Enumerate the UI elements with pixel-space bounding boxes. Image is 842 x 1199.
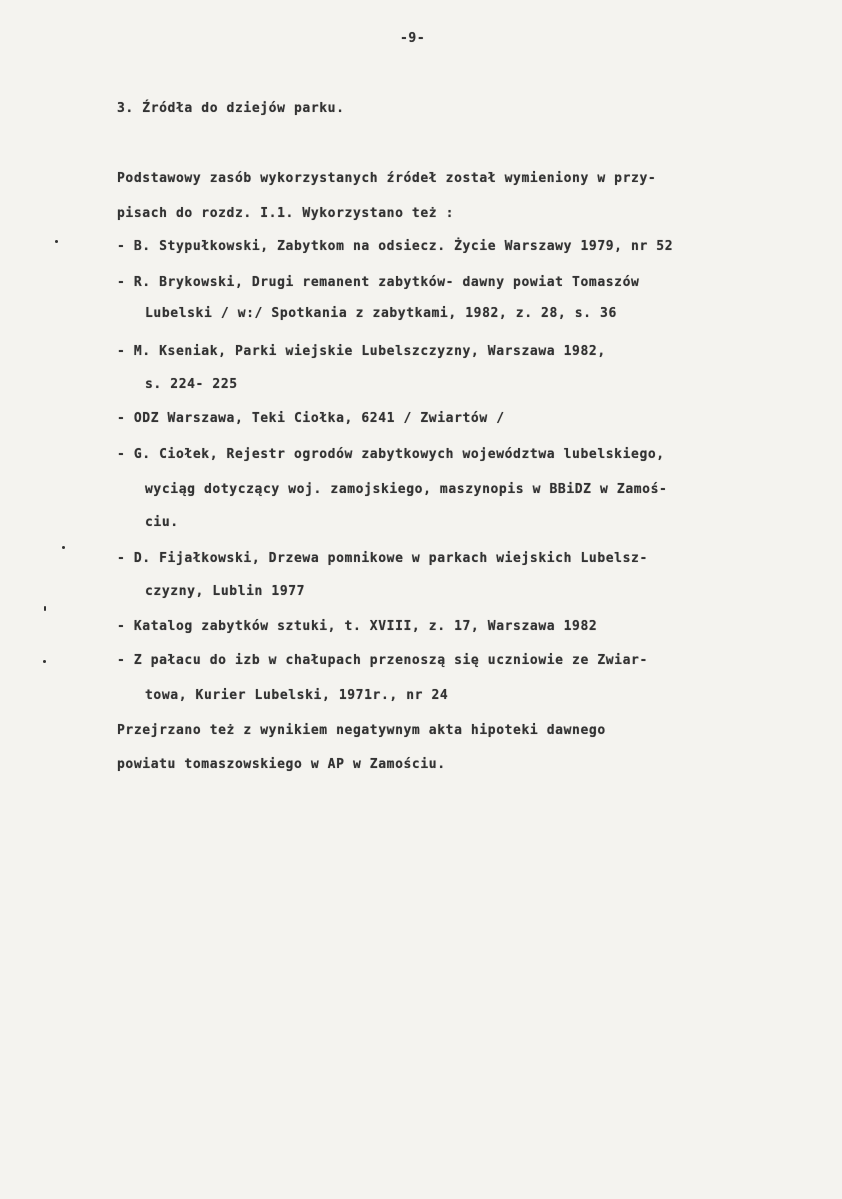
- bibliography-entry-continuation: towa, Kurier Lubelski, 1971r., nr 24: [145, 688, 449, 703]
- margin-speck: [62, 546, 65, 549]
- body-line: pisach do rozdz. I.1. Wykorzystano też :: [117, 206, 455, 221]
- bibliography-entry: - Z pałacu do izb w chałupach przenoszą się uczniowie ze Zwiar-: [117, 653, 648, 668]
- body-line: Przejrzano też z wynikiem negatywnym akta hipoteki dawnego: [117, 723, 606, 738]
- bibliography-entry-continuation: wyciąg dotyczący woj. zamojskiego, maszynopis w BBiDZ w Zamoś-: [145, 482, 668, 497]
- bibliography-entry: - B. Stypułkowski, Zabytkom na odsiecz. Życie Warszawy 1979, nr 52: [117, 239, 674, 254]
- bibliography-entry: - ODZ Warszawa, Teki Ciołka, 6241 / Zwiartów /: [117, 411, 505, 426]
- bibliography-entry: - G. Ciołek, Rejestr ogrodów zabytkowych województwa lubelskiego,: [117, 447, 665, 462]
- bibliography-entry-continuation: ciu.: [145, 515, 179, 530]
- bibliography-entry-continuation: s. 224- 225: [145, 377, 238, 392]
- bibliography-entry-continuation: czyzny, Lublin 1977: [145, 584, 306, 599]
- bibliography-entry: - D. Fijałkowski, Drzewa pomnikowe w parkach wiejskich Lubelsz-: [117, 551, 648, 566]
- bibliography-entry-continuation: Lubelski / w:/ Spotkania z zabytkami, 1982, z. 28, s. 36: [145, 306, 617, 321]
- margin-speck: [55, 240, 58, 243]
- body-line: powiatu tomaszowskiego w AP w Zamościu.: [117, 757, 446, 772]
- margin-speck: [43, 660, 46, 663]
- body-line: Podstawowy zasób wykorzystanych źródeł został wymieniony w przy-: [117, 171, 657, 186]
- margin-speck: [44, 606, 46, 611]
- bibliography-entry: - M. Kseniak, Parki wiejskie Lubelszczyzny, Warszawa 1982,: [117, 344, 606, 359]
- bibliography-entry: - Katalog zabytków sztuki, t. XVIII, z. 17, Warszawa 1982: [117, 619, 598, 634]
- bibliography-entry: - R. Brykowski, Drugi remanent zabytków- dawny powiat Tomaszów: [117, 275, 640, 290]
- section-heading: 3. Źródła do dziejów parku.: [117, 101, 345, 116]
- page-number: -9-: [400, 31, 426, 46]
